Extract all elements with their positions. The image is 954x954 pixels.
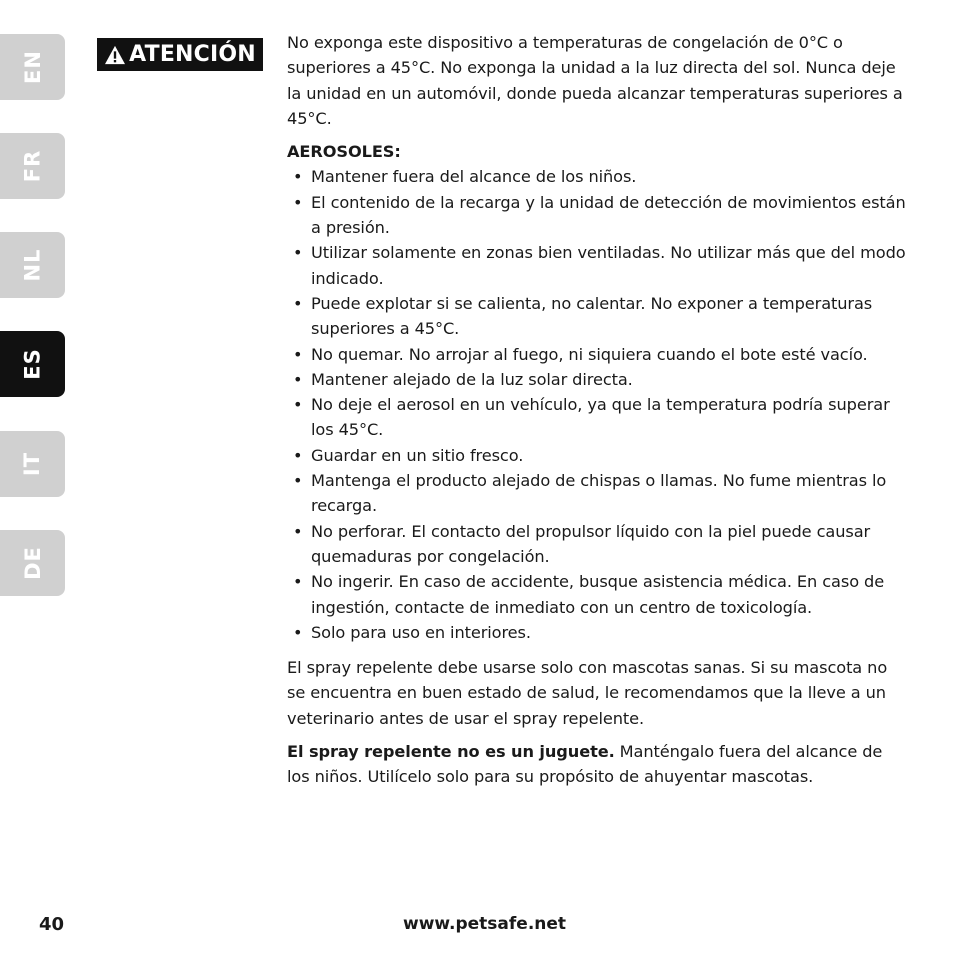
list-item: • No perforar. El contacto del propulsor líquido con la piel puede causar quemaduras por congelación. — [287, 519, 907, 570]
bullet-mark: • — [293, 471, 303, 491]
list-item: • Solo para uso en interiores. — [287, 620, 907, 645]
list-item: • Guardar en un sitio fresco. — [287, 443, 907, 468]
bullet-mark: • — [293, 192, 303, 212]
bullet-mark: • — [293, 167, 303, 187]
bullet-mark: • — [293, 622, 303, 642]
bullet-mark: • — [293, 293, 303, 313]
warning-triangle-icon — [104, 45, 126, 65]
list-item: • Utilizar solamente en zonas bien ventiladas. No utilizar más que del modo indicado. — [287, 240, 907, 291]
bullet-mark: • — [293, 395, 303, 415]
bullet-mark: • — [293, 572, 303, 592]
aerosol-list — [287, 164, 907, 645]
health-paragraph: El spray repelente debe usarse solo con mascotas sanas. Si su mascota no se encuentra en buen estado de salud, le recomendamos que la lleve a un veterinario antes de usar el spray repelente. — [287, 658, 888, 728]
list-item: • No quemar. No arrojar al fuego, ni siquiera cuando el bote esté vacío. — [287, 342, 907, 367]
toy-paragraph — [287, 739, 907, 790]
bullet-mark: • — [293, 243, 303, 263]
tab-de[interactable]: DE — [0, 530, 65, 596]
list-item: • Mantener fuera del alcance de los niños. — [287, 164, 907, 189]
list-item: • No ingerir. En caso de accidente, busque asistencia médica. En caso de ingestión, contacte de inmediato con un centro de toxicología. — [287, 569, 907, 620]
tab-nl[interactable]: NL — [0, 232, 65, 298]
bullet-mark: • — [293, 369, 303, 389]
footer-url: www.petsafe.net — [403, 914, 567, 934]
bullet-mark: • — [293, 445, 303, 465]
tab-en[interactable]: EN — [0, 34, 65, 100]
list-item: • Puede explotar si se calienta, no calentar. No exponer a temperaturas superiores a 45°C. — [287, 291, 907, 342]
bullet-mark: • — [293, 521, 303, 541]
list-item: • El contenido de la recarga y la unidad de detección de movimientos están a presión. — [287, 190, 907, 241]
tab-es[interactable]: ES — [0, 331, 65, 397]
bullet-mark: • — [293, 344, 303, 364]
list-item: • No deje el aerosol en un vehículo, ya que la temperatura podría superar los 45°C. — [287, 392, 907, 443]
warning-label: ATENCIÓN — [129, 42, 256, 67]
toy-warning-bold: El spray repelente no es un juguete. — [287, 742, 615, 762]
toy-warning-rest: Manténgalo fuera del alcance de los niños. Utilícelo solo para su propósito de ahuyentar mascotas. — [287, 742, 883, 787]
tab-fr[interactable]: FR — [0, 133, 65, 199]
list-item: • Mantenga el producto alejado de chispas o llamas. No fume mientras lo recarga. — [287, 468, 907, 519]
page-number: 40 — [39, 914, 65, 935]
list-item: • Mantener alejado de la luz solar directa. — [287, 367, 907, 392]
main-content — [287, 30, 907, 790]
tab-it[interactable]: IT — [0, 431, 65, 497]
warning-banner — [97, 38, 263, 71]
aerosols-heading: AEROSOLES: — [287, 142, 401, 162]
intro-paragraph: No exponga este dispositivo a temperaturas de congelación de 0°C o superiores a 45°C. No exponga la unidad a la luz directa del sol. Nunca deje la unidad en un automóvil, donde pueda alcanzar temperaturas superiores a 45°C. — [287, 33, 903, 128]
